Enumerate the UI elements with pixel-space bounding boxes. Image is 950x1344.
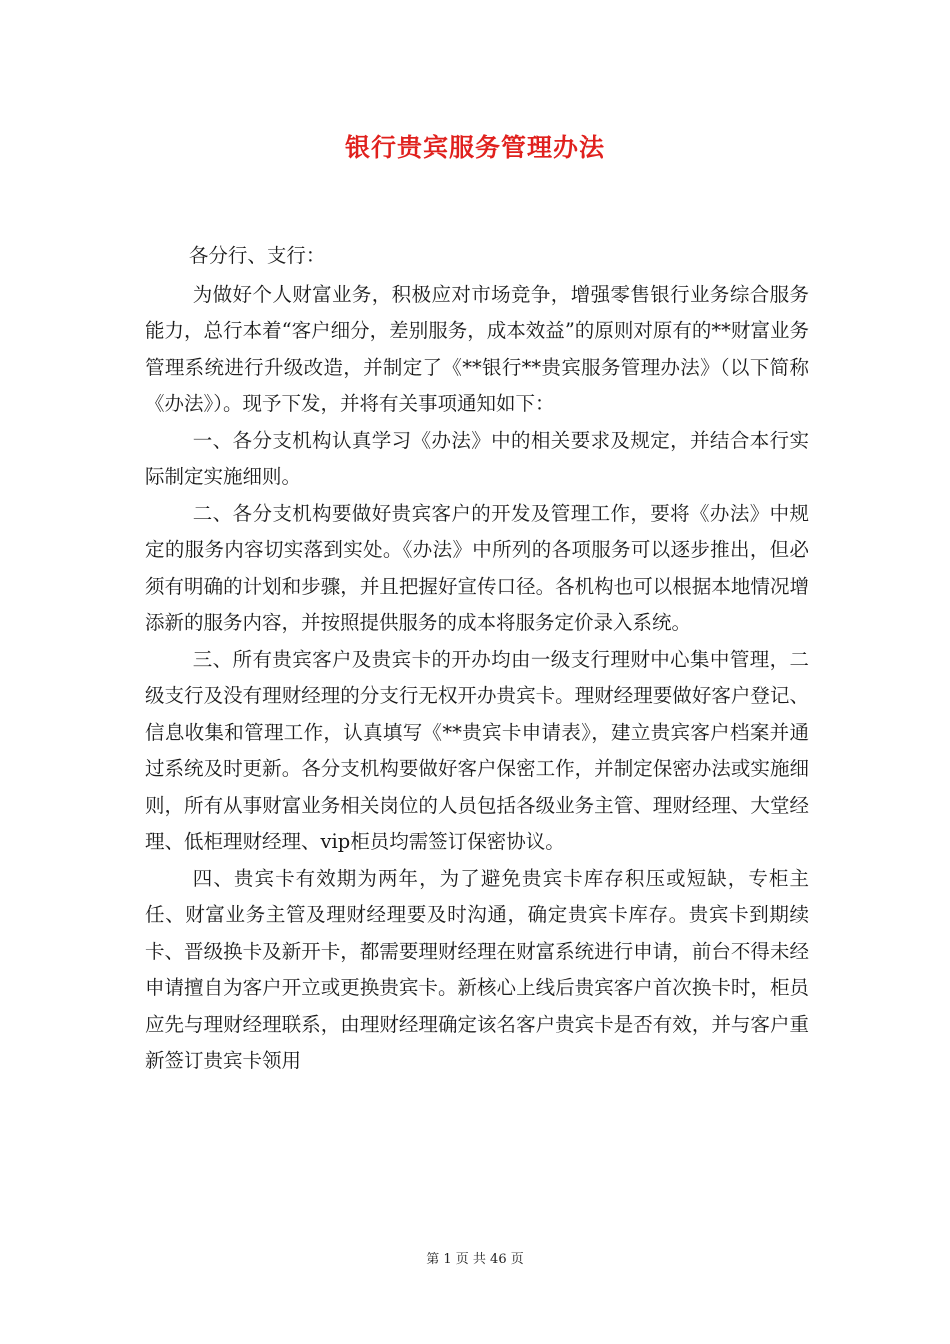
- paragraph-item-4: 四、贵宾卡有效期为两年，为了避免贵宾卡库存积压或短缺，专柜主任、财富业务主管及理财经理要及时沟通，确定贵宾卡库存。贵宾卡到期续卡、晋级换卡及新开卡，都需要理财经理在财富系统进行申请，前台不得未经申请擅自为客户开立或更换贵宾卡。新核心上线后贵宾客户首次换卡时，柜员应先与理财经理联系，由理财经理确定该名客户贵宾卡是否有效，并与客户重新签订贵宾卡领用: [145, 866, 809, 1072]
- salutation: 各分行、支行：: [188, 244, 326, 267]
- document-title: 银行贵宾服务管理办法: [344, 133, 605, 162]
- paragraph-intro: 为做好个人财富业务，积极应对市场竞争，增强零售银行业务综合服务能力，总行本着“客户细分，差别服务，成本效益”的原则对原有的**财富业务管理系统进行升级改造，并制定了《**银行**贵宾服务管理办法》（以下简称《办法》）。现予下发，并将有关事项通知如下：: [145, 282, 809, 415]
- paragraph-item-2: 二、各分支机构要做好贵宾客户的开发及管理工作，要将《办法》中规定的服务内容切实落到实处。《办法》中所列的各项服务可以逐步推出，但必须有明确的计划和步骤，并且把握好宣传口径。各机构也可以根据本地情况增添新的服务内容，并按照提供服务的成本将服务定价录入系统。: [145, 501, 809, 634]
- paragraph-item-1: 一、各分支机构认真学习《办法》中的相关要求及规定，并结合本行实际制定实施细则。: [145, 428, 809, 488]
- paragraph-item-3: 三、所有贵宾客户及贵宾卡的开办均由一级支行理财中心集中管理，二级支行及没有理财经理的分支行无权开办贵宾卡。理财经理要做好客户登记、信息收集和管理工作，认真填写《**贵宾卡申请表》，建立贵宾客户档案并通过系统及时更新。各分支机构要做好客户保密工作，并制定保密办法或实施细则，所有从事财富业务相关岗位的人员包括各级业务主管、理财经理、大堂经理、低柜理财经理、vip柜员均需签订保密协议。: [145, 647, 809, 853]
- document-body: [145, 238, 809, 1080]
- page-number-footer: 第 1 页 共 46 页: [426, 1252, 524, 1267]
